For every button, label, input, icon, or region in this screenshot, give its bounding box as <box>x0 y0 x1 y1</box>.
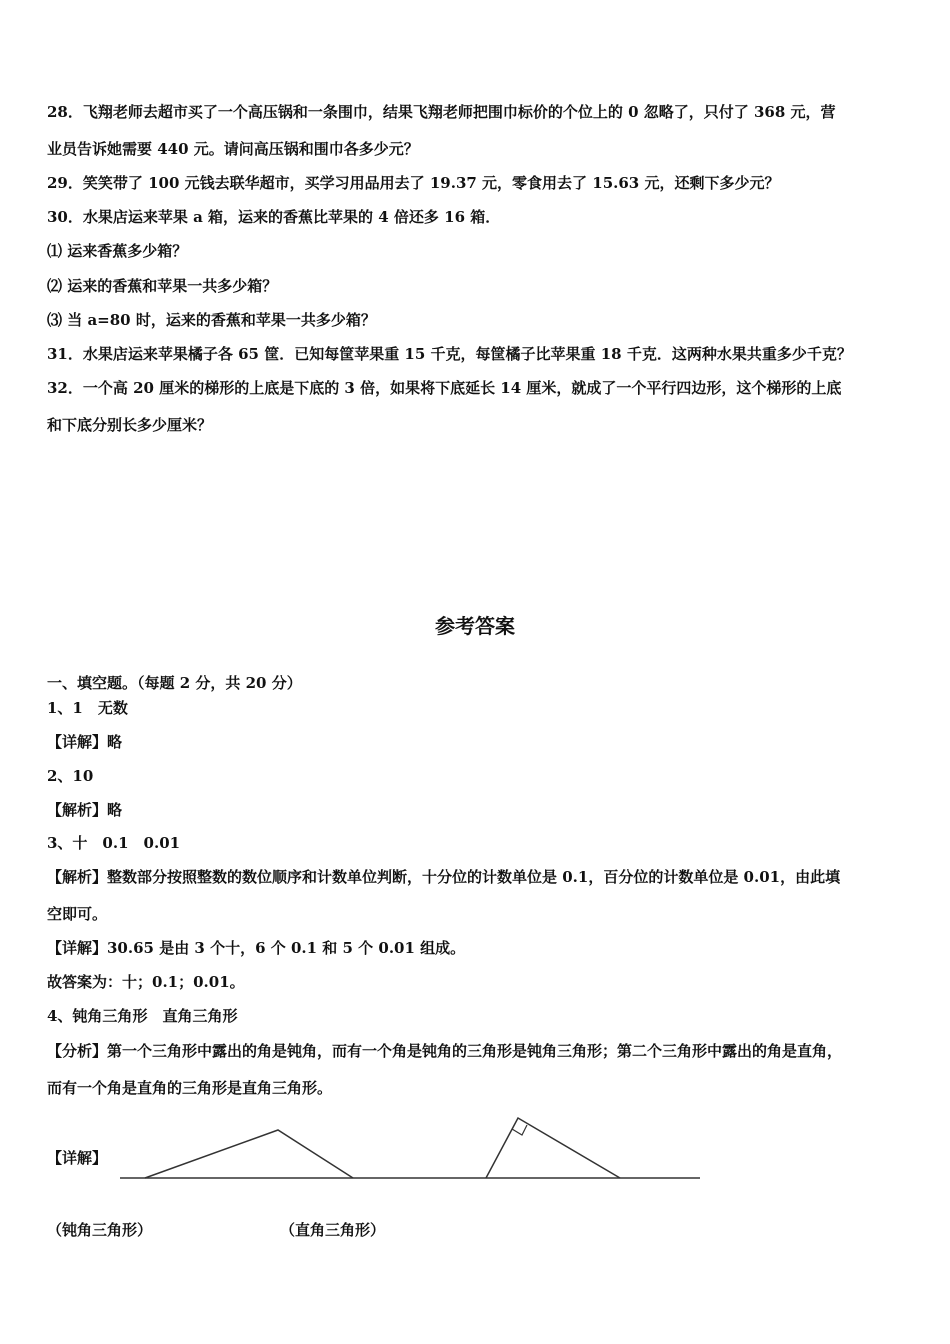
answer-2-analysis: 【解析】略 <box>47 801 123 819</box>
answer-4: 4、钝角三角形 直角三角形 <box>47 1007 238 1025</box>
question-29: 29．笑笑带了 100 元钱去联华超市，买学习用品用去了 19.37 元，零食用去了 15.63 元，还剩下多少元？ <box>47 174 780 192</box>
question-28-line1: 28．飞翔老师去超市买了一个高压锅和一条围巾，结果飞翔老师把围巾标价的个位上的 0 忽略了，只付了 368 元，营 <box>47 103 836 121</box>
caption-right-triangle: （直角三角形） <box>280 1221 386 1239</box>
question-32-line2: 和下底分别长多少厘米？ <box>47 416 213 434</box>
question-31: 31．水果店运来苹果橘子各 65 筐．已知每筐苹果重 15 千克，每筐橘子比苹果重 18 千克．这两种水果共重多少千克？ <box>47 345 852 363</box>
answer-4-detail: 【详解】 <box>47 1149 108 1167</box>
triangles-figure <box>110 1112 710 1188</box>
question-32-line1: 32．一个高 20 厘米的梯形的上底是下底的 3 倍，如果将下底延长 14 厘米，就成了一个平行四边形，这个梯形的上底 <box>47 379 842 397</box>
answer-3: 3、十 0.1 0.01 <box>47 834 181 852</box>
answer-4-analysis-line2: 而有一个角是直角的三角形是直角三角形。 <box>47 1079 333 1097</box>
answers-title: 参考答案 <box>435 614 515 638</box>
section-heading: 一、填空题。（每题 2 分，共 20 分） <box>47 674 302 692</box>
answer-4-analysis-line1: 【分析】第一个三角形中露出的角是钝角，而有一个角是钝角的三角形是钝角三角形；第二个三角形中露出的角是直角， <box>47 1042 843 1060</box>
answer-3-analysis-line1: 【解析】整数部分按照整数的数位顺序和计数单位判断，十分位的计数单位是 0.1，百分位的计数单位是 0.01，由此填 <box>47 868 841 886</box>
answer-1-detail: 【详解】略 <box>47 733 123 751</box>
answer-2: 2、10 <box>47 767 94 785</box>
answer-3-analysis-line2: 空即可。 <box>47 905 108 923</box>
question-30-part1: ⑴ 运来香蕉多少箱？ <box>47 242 188 260</box>
obtuse-triangle-shape <box>145 1130 353 1178</box>
question-30: 30．水果店运来苹果 a 箱，运来的香蕉比苹果的 4 倍还多 16 箱． <box>47 208 501 226</box>
answer-3-detail: 【详解】30.65 是由 3 个十，6 个 0.1 和 5 个 0.01 组成。 <box>47 939 466 957</box>
answer-1: 1、1 无数 <box>47 699 128 717</box>
question-30-part3: ⑶ 当 a=80 时，运来的香蕉和苹果一共多少箱？ <box>47 311 376 329</box>
question-30-part2: ⑵ 运来的香蕉和苹果一共多少箱？ <box>47 277 278 295</box>
right-triangle-shape <box>486 1118 620 1178</box>
answer-3-final: 故答案为：十；0.1；0.01。 <box>47 973 245 991</box>
question-28-line2: 业员告诉她需要 440 元。请问高压锅和围巾各多少元？ <box>47 140 419 158</box>
caption-obtuse-triangle: （钝角三角形） <box>47 1221 153 1239</box>
